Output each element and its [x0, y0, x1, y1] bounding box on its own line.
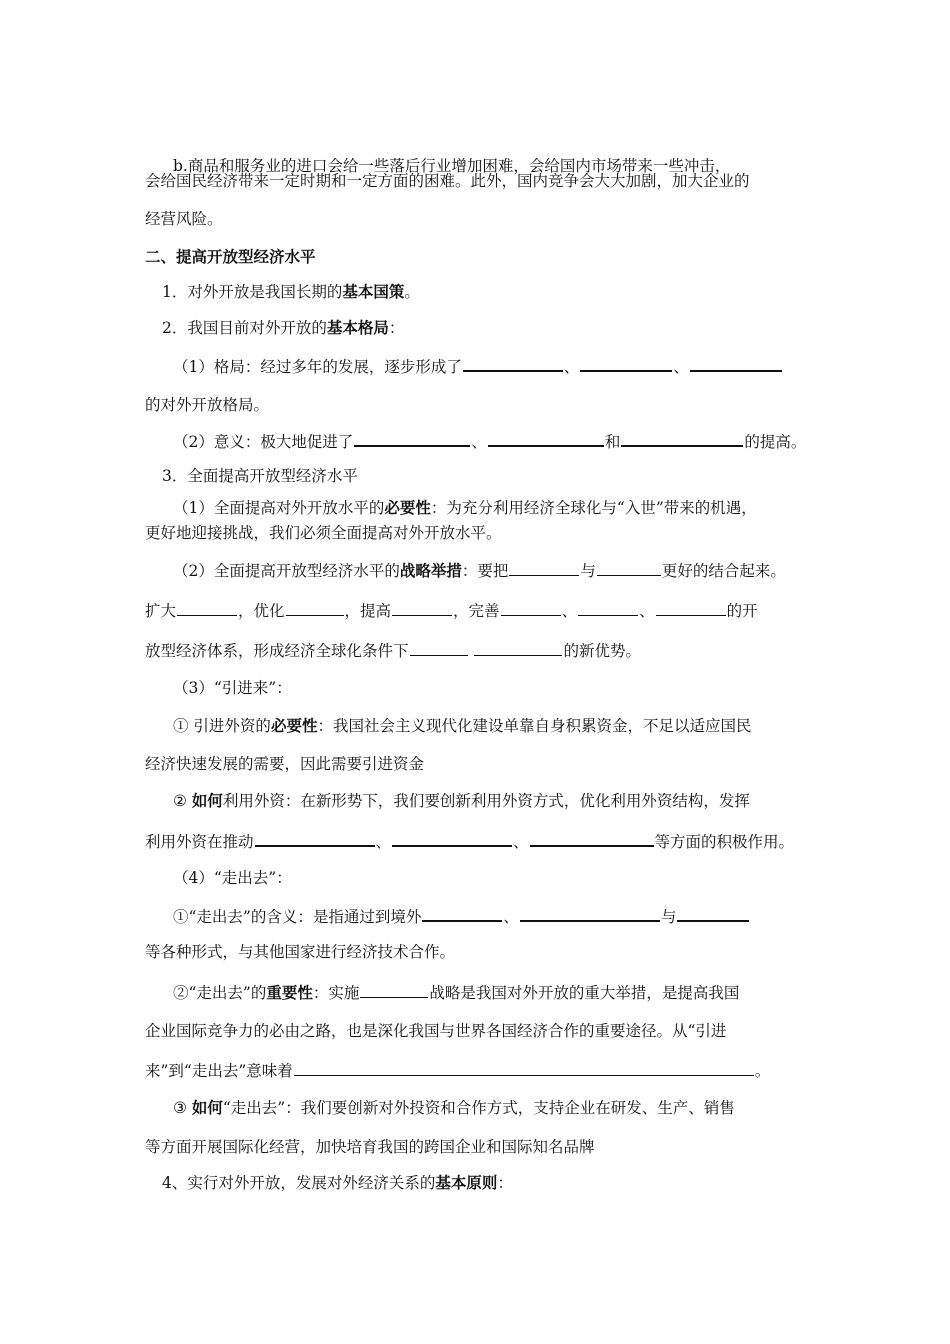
open-text: 的开	[726, 602, 758, 620]
improve-text: ，提高	[344, 602, 392, 620]
separator: 、	[471, 433, 487, 451]
blank-field[interactable]	[509, 560, 579, 576]
perfect-text: ，完善	[453, 602, 500, 620]
point-3b	[173, 560, 786, 581]
point-1-bold: 基本国策	[342, 282, 405, 301]
and-word: 和	[604, 433, 621, 451]
point-3a-end: ：为充分利用经济全球化与“入世”带来的机遇，	[430, 499, 757, 517]
point-4-end: ：	[497, 1174, 513, 1192]
point-3c2	[173, 791, 750, 811]
point-2-end: ：	[388, 319, 405, 337]
point-3a-cont: 更好地迎接挑战，我们必须全面提高对外开放水平。	[145, 524, 502, 542]
point-2-text: 2．我国目前对外开放的	[162, 319, 327, 337]
point-3d2-text: ②“走出去”的	[173, 984, 267, 1002]
blank-field[interactable]	[255, 830, 375, 847]
blank-field[interactable]	[463, 355, 563, 372]
point-3d2	[173, 982, 739, 1003]
blank-field[interactable]	[294, 1060, 754, 1076]
point-1-end: 。	[404, 283, 420, 301]
point-3d2-cont2-text: 来”到“走出去”意味着	[145, 1062, 293, 1080]
point-3c1-text: ① 引进外资的	[173, 717, 271, 735]
separator: 、	[561, 602, 578, 620]
point-3a	[173, 498, 757, 518]
point-4-text: 4、实行对外开放，发展对外经济关系的	[162, 1174, 436, 1192]
point-3d3-end: “走出去”：我们要创新对外投资和合作方式，支持企业在研发、生产、销售	[222, 1099, 735, 1117]
point-3b-end: 更好的结合起来。	[661, 562, 786, 580]
point-2b	[173, 430, 806, 452]
blank-field[interactable]	[410, 640, 468, 656]
point-3b-mid: ：要把	[461, 562, 509, 580]
point-3b-line2	[145, 600, 758, 621]
blank-field[interactable]	[656, 600, 726, 616]
point-3c2-num: ②	[173, 792, 192, 810]
point-4-bold: 基本原则	[435, 1173, 498, 1192]
point-3b-text: （2）全面提高开放型经济水平的	[173, 562, 400, 580]
point-4	[162, 1173, 513, 1193]
point-1-text: 1．对外开放是我国长期的	[162, 283, 343, 301]
blank-field[interactable]	[530, 830, 654, 847]
section-heading: 二、提高开放型经济水平	[145, 247, 316, 266]
point-3a-bold: 必要性	[384, 498, 431, 517]
para-b-line2: 会给国民经济带来一定时期和一定方面的困难。此外，国内竞争会大大加剧，加大企业的	[145, 172, 750, 190]
point-3d3-cont: 等方面开展国际化经营，加快培育我国的跨国企业和国际知名品牌	[145, 1138, 595, 1156]
blank-field[interactable]	[621, 430, 743, 447]
separator: 、	[513, 833, 529, 851]
point-3c2-end: 利用外资：在新形势下，我们要创新利用外资方式，优化利用外资结构，发挥	[222, 792, 750, 810]
blank-field[interactable]	[677, 905, 749, 922]
point-2a	[173, 355, 783, 377]
point-3d2-end: 战略是我国对外开放的重大举措，是提高我国	[429, 984, 740, 1002]
point-3b-bold: 战略举措	[399, 561, 462, 580]
point-3d2-cont2	[145, 1060, 770, 1081]
blank-field[interactable]	[392, 600, 452, 616]
point-3d3-bold: 如何	[191, 1098, 223, 1117]
point-2b-end: 的提高。	[744, 433, 807, 451]
para-b-line1: b.商品和服务业的进口会给一些落后行业增加困难，会给国内市场带来一些冲击，	[173, 157, 731, 175]
blank-field[interactable]	[474, 640, 562, 656]
point-3c: （3）“引进来”：	[173, 679, 292, 697]
para-b-line3: 经营风险。	[145, 210, 223, 228]
optimize-text: ，优化	[238, 602, 285, 620]
point-3a-text: （1）全面提高对外开放水平的	[173, 499, 385, 517]
separator: 、	[673, 358, 689, 376]
separator: 、	[639, 602, 655, 620]
point-3d2-cont: 企业国际竞争力的必由之路，也是深化我国与世界各国经济合作的重要途径。从“引进	[145, 1022, 727, 1040]
separator: 、	[375, 833, 392, 851]
point-2	[162, 318, 404, 338]
point-2b-text: （2）意义：极大地促进了	[173, 433, 354, 451]
blank-field[interactable]	[690, 355, 782, 372]
point-3d1	[173, 905, 750, 927]
blank-field[interactable]	[360, 982, 428, 998]
expand-text: 扩大	[145, 602, 177, 620]
blank-field[interactable]	[422, 905, 502, 922]
blank-field[interactable]	[488, 430, 604, 447]
blank-field[interactable]	[520, 905, 660, 922]
with-word: 与	[660, 908, 677, 926]
point-2a-cont: 的对外开放格局。	[145, 396, 270, 414]
point-3d1-cont: 等各种形式，与其他国家进行经济技术合作。	[145, 943, 456, 961]
separator: 、	[503, 908, 519, 926]
point-3d2-mid: ：实施	[312, 984, 360, 1002]
point-3d3	[173, 1098, 735, 1118]
with-word: 与	[580, 562, 596, 580]
blank-field[interactable]	[597, 560, 661, 576]
point-3d1-text: ①“走出去”的含义：是指通过到境外	[173, 908, 422, 926]
blank-field[interactable]	[286, 600, 344, 616]
point-3d3-num: ③	[173, 1099, 192, 1117]
point-3c2-cont-end: 等方面的积极作用。	[654, 833, 795, 851]
blank-field[interactable]	[580, 355, 672, 372]
point-3b-line3	[145, 640, 641, 661]
point-3d2-cont2-end: 。	[754, 1062, 771, 1080]
point-3c2-cont-text: 利用外资在推动	[145, 833, 254, 851]
point-3c1-cont: 经济快速发展的需要，因此需要引进资金	[145, 755, 425, 773]
point-3c1-end: ：我国社会主义现代化建设单靠自身积累资金，不足以适应国民	[317, 717, 752, 735]
point-3b-line3-end: 的新优势。	[563, 642, 641, 660]
separator: 、	[563, 358, 580, 376]
blank-field[interactable]	[578, 600, 638, 616]
point-3c2-bold: 如何	[191, 791, 223, 810]
point-3b-line3-text: 放型经济体系，形成经济全球化条件下	[145, 642, 409, 660]
point-3: 3．全面提高开放型经济水平	[162, 467, 358, 485]
point-3d2-bold: 重要性	[266, 983, 313, 1002]
point-2-bold: 基本格局	[326, 318, 389, 337]
blank-field[interactable]	[392, 830, 512, 847]
point-3c1-bold: 必要性	[270, 716, 318, 735]
point-3c2-cont	[145, 830, 794, 852]
blank-field[interactable]	[354, 430, 470, 447]
point-2a-text: （1）格局：经过多年的发展，逐步形成了	[173, 358, 462, 376]
point-3c1	[173, 716, 751, 736]
blank-field[interactable]	[501, 600, 561, 616]
blank-field[interactable]	[177, 600, 237, 616]
point-3d: （4）“走出去”：	[173, 869, 292, 887]
point-1	[162, 282, 420, 302]
